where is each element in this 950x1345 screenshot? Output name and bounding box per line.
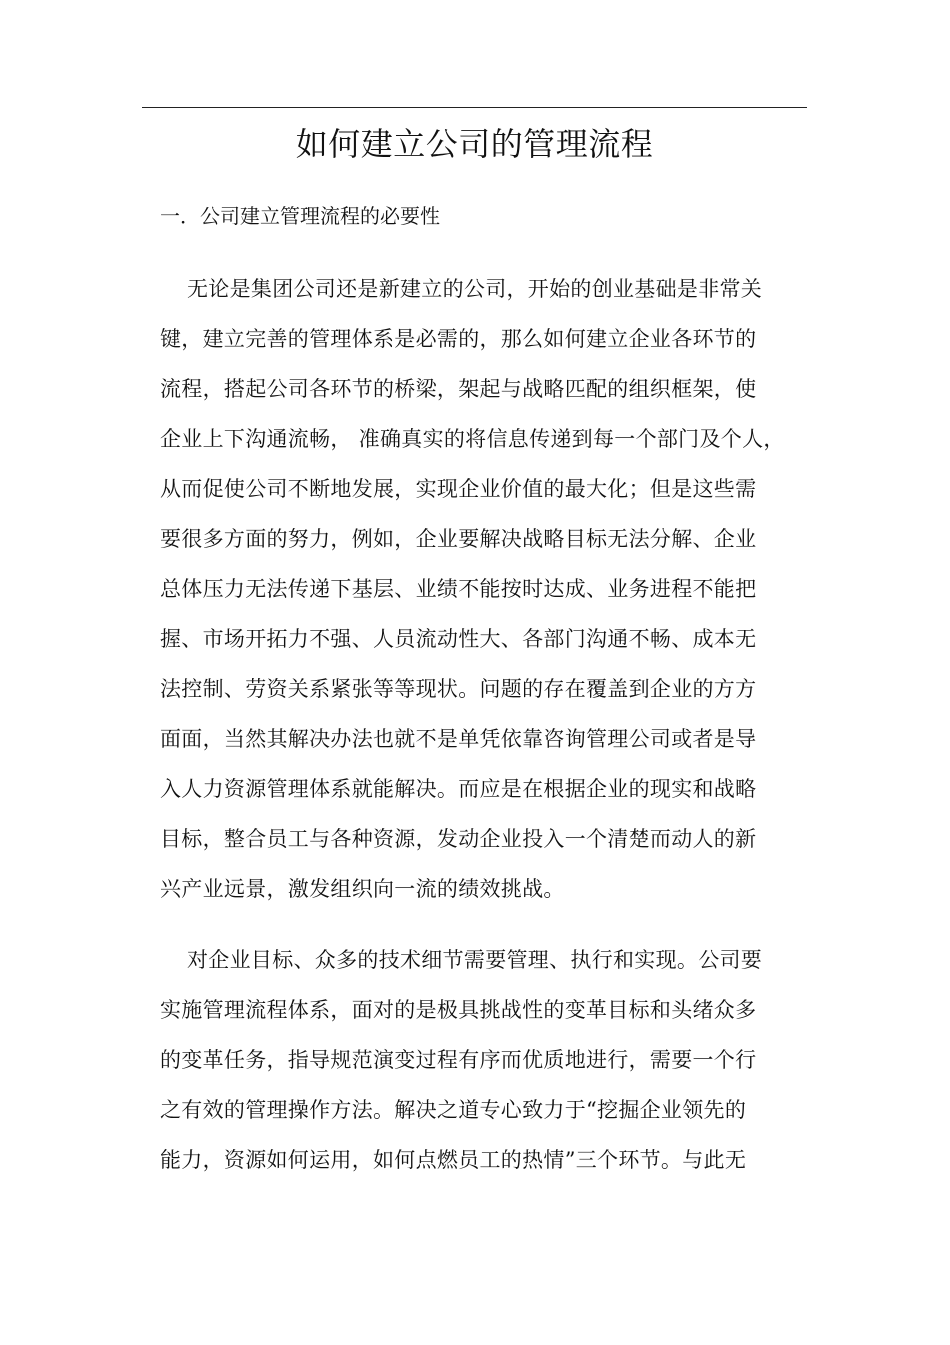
paragraph-line: 键，建立完善的管理体系是必需的，那么如何建立企业各环节的 bbox=[160, 327, 757, 351]
paragraph-line: 实施管理流程体系，面对的是极具挑战性的变革目标和头绪众多 bbox=[160, 998, 757, 1022]
paragraph-line: 法控制、劳资关系紧张等等现状。问题的存在覆盖到企业的方方 bbox=[160, 677, 757, 701]
paragraph-line: 握、市场开拓力不强、人员流动性大、各部门沟通不畅、成本无 bbox=[160, 627, 757, 651]
document-title: 如何建立公司的管理流程 bbox=[295, 125, 654, 163]
paragraph-line: 的变革任务，指导规范演变过程有序而优质地进行，需要一个行 bbox=[160, 1048, 757, 1072]
paragraph-line: 入人力资源管理体系就能解决。而应是在根据企业的现实和战略 bbox=[160, 777, 757, 801]
paragraph-line: 流程，搭起公司各环节的桥梁，架起与战略匹配的组织框架，使 bbox=[160, 377, 757, 401]
paragraph-line: 要很多方面的努力，例如，企业要解决战略目标无法分解、企业 bbox=[160, 527, 757, 551]
section-heading: 一．公司建立管理流程的必要性 bbox=[160, 204, 440, 228]
paragraph-2 bbox=[160, 935, 763, 1185]
paragraph-line: 能力，资源如何运用，如何点燃员工的热情”三个环节。与此无 bbox=[160, 1148, 747, 1172]
header-rule bbox=[142, 107, 807, 108]
paragraph-line: 从而促使公司不断地发展，实现企业价值的最大化；但是这些需 bbox=[160, 477, 757, 501]
paragraph-line: 目标，整合员工与各种资源，发动企业投入一个清楚而动人的新 bbox=[160, 827, 757, 851]
paragraph-line: 之有效的管理操作方法。解决之道专心致力于“挖掘企业领先的 bbox=[160, 1098, 747, 1122]
paragraph-line: 兴产业远景，激发组织向一流的绩效挑战。 bbox=[160, 877, 565, 901]
paragraph-1 bbox=[160, 264, 785, 914]
paragraph-line: 无论是集团公司还是新建立的公司，开始的创业基础是非常关 bbox=[187, 277, 763, 301]
paragraph-line: 总体压力无法传递下基层、业绩不能按时达成、业务进程不能把 bbox=[160, 577, 757, 601]
paragraph-line: 企业上下沟通流畅， 准确真实的将信息传递到每一个部门及个人， bbox=[160, 427, 785, 451]
paragraph-line: 面面，当然其解决办法也就不是单凭依靠咨询管理公司或者是导 bbox=[160, 727, 757, 751]
paragraph-line: 对企业目标、众多的技术细节需要管理、执行和实现。公司要 bbox=[187, 948, 763, 972]
